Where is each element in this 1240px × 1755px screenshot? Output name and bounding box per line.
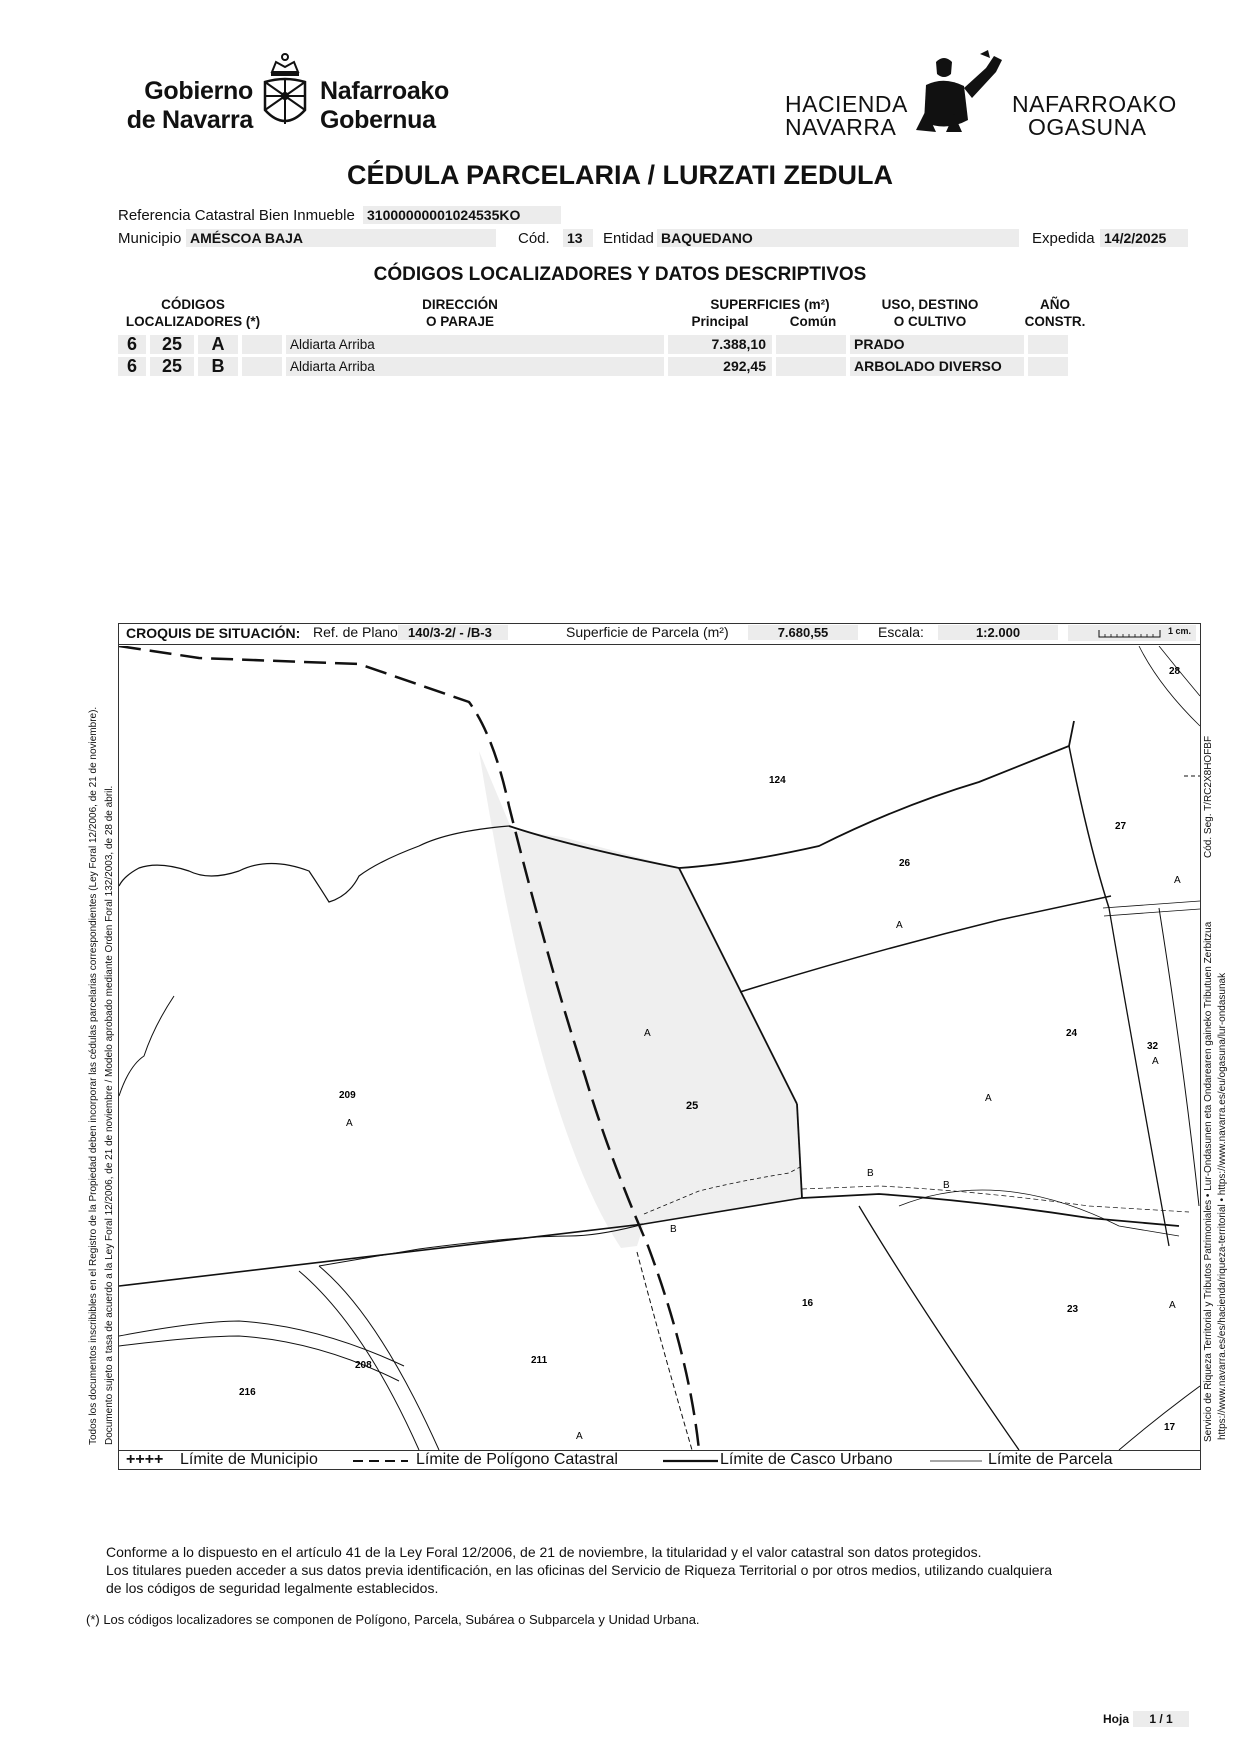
croquis-label: CROQUIS DE SITUACIÓN: [126,625,301,641]
scale-unit: 1 cm. [1168,626,1192,636]
parcel-boundary [740,896,1111,992]
row-parcela: 25 [150,335,194,354]
ogasuna-line1: NAFARROAKO [1012,91,1177,117]
hacienda-line1: HACIENDA [785,91,908,117]
parcel-boundary [299,1266,439,1450]
legend-municipio-symbol: ++++ [126,1451,164,1468]
parcel-boundary [1109,908,1169,1246]
subarea-label: B [943,1180,950,1191]
row-comun [776,357,846,376]
legend-poligono: Límite de Polígono Catastral [416,1451,618,1468]
parcel-label-27: 27 [1115,821,1127,832]
col-comun: Común [789,314,837,329]
col-direccion-1: DIRECCIÓN [422,297,498,312]
row-uso: ARBOLADO DIVERSO [850,357,1024,376]
polygon-limit-line [637,1252,692,1450]
section-subtitle: CÓDIGOS LOCALIZADORES Y DATOS DESCRIPTIVOS [373,264,867,285]
parcel-label-23: 23 [1067,1304,1079,1315]
row-direccion: Aldiarta Arriba [286,335,664,354]
parcel-label-209: 209 [339,1090,356,1101]
subarea-label: A [346,1118,353,1129]
legend-municipio: Límite de Municipio [180,1451,318,1468]
entidad-value: BAQUEDANO [657,229,1019,247]
row-ano [1028,357,1068,376]
footer-legal [106,1543,1166,1597]
document-title: CÉDULA PARCELARIA / LURZATI ZEDULA [347,160,893,190]
gov-left-line2: de Navarra [126,106,253,134]
parcel-label-26: 26 [899,858,911,869]
subarea-label: A [985,1093,992,1104]
row-ano [1028,335,1068,354]
croquis-header [118,623,1201,645]
parcel-label-208: 208 [355,1360,372,1371]
expedida-value: 14/2/2025 [1100,229,1188,247]
parcel-label-16: 16 [802,1298,814,1309]
map-legend [118,1450,1201,1470]
col-codigos-2: LOCALIZADORES (*) [125,314,261,329]
escala-label: Escala: [878,624,924,640]
parcel-boundary [119,996,174,1096]
cadastral-map [119,646,1200,1450]
security-code: Cód. Seg. T/RC2X8HOFBF [1203,735,1214,858]
parcel-25-area [479,751,802,1248]
parcel-boundary [119,1321,404,1381]
col-ano [1010,296,1100,330]
legend-casco: Límite de Casco Urbano [720,1451,893,1468]
gov-right-line1: Nafarroako [320,77,449,105]
row-principal: 292,45 [668,357,772,376]
subarea-label: A [644,1028,651,1039]
subarea-label: B [867,1168,874,1179]
row-subarea: A [198,335,238,354]
row-parcela: 25 [150,357,194,376]
hacienda-right-text [1012,93,1177,139]
col-uso-2: O CULTIVO [893,314,967,329]
scale-bar [1068,625,1196,641]
navarra-coat-of-arms-icon [260,52,310,132]
cod-label: Cód. [518,230,550,247]
col-codigos [118,296,268,330]
footer-line1: Conforme a lo dispuesto en el artículo 41 de la Ley Foral 12/2006, de 21 de noviembre, la titularidad y el valor catastral son datos protegidos. [106,1544,982,1560]
gov-right-text [320,77,449,135]
cod-value: 13 [563,229,593,247]
row-comun [776,335,846,354]
parcel-label-216: 216 [239,1387,256,1398]
side-right-text-2: Servicio de Riqueza Territorial y Tributos Patrimoniales • Lur-Ondasunen eta Ondarearen gaineko Tributuen Zerbitzua [1203,921,1214,1442]
scale-ruler-icon [1098,629,1162,639]
parcel-label-25: 25 [686,1100,699,1112]
legend-solid-line-icon [663,1459,718,1463]
parcel-boundary [1103,901,1200,916]
ref-label: Referencia Catastral Bien Inmueble [118,207,355,224]
footer-note: (*) Los códigos localizadores se componen de Polígono, Parcela, Subárea o Subparcela y Unidad Urbana. [86,1612,700,1627]
col-ano-1: AÑO [1040,297,1070,312]
hoja-value: 1 / 1 [1133,1711,1189,1727]
col-superficies: SUPERFICIES (m²) [710,297,830,312]
col-ano-2: CONSTR. [1024,314,1086,329]
col-uso-1: USO, DESTINO [881,297,979,312]
subarea-label: A [576,1431,583,1442]
parcel-boundary [899,1190,1179,1236]
hacienda-line2: NAVARRA [785,114,897,140]
footer-line2: Los titulares pueden acceder a sus datos previa identificación, en las oficinas del Servicio de Riqueza Territorial o por otros medios, utilizando cualquiera [106,1562,1053,1578]
col-uso [855,296,1005,330]
parcel-label-24: 24 [1066,1028,1078,1039]
subarea-label: A [1169,1300,1176,1311]
row-poligono: 6 [118,335,146,354]
entidad-label: Entidad [603,230,654,247]
gov-left-line1: Gobierno [144,77,253,105]
parcel-boundary [1139,646,1200,726]
row-unidad [242,335,282,354]
parcel-boundary [802,1194,1179,1226]
parcel-boundary [1069,746,1109,908]
superficie-parcela-label: Superficie de Parcela (m²) [566,624,729,640]
escala-value: 1:2.000 [938,625,1058,640]
municipio-value: AMÉSCOA BAJA [186,229,496,247]
legend-dashed-line-icon [353,1459,408,1463]
parcel-label-211: 211 [531,1355,548,1366]
parcel-label-124: 124 [769,775,786,786]
subarea-label: B [670,1224,677,1235]
parcel-label-28: 28 [1169,666,1181,677]
superficie-parcela-value: 7.680,55 [748,625,858,640]
col-direccion-2: O PARAJE [425,314,494,329]
side-right-text-3: https://www.navarra.es/es/hacienda/riqueza-territorial • https://www.navarra.es/eu/ogasuna/lur-ondasunak [1217,972,1228,1440]
col-direccion [380,296,540,330]
row-subarea: B [198,357,238,376]
parcel-label-17: 17 [1164,1422,1176,1433]
legend-parcela: Límite de Parcela [988,1451,1113,1468]
hoja-label: Hoja [1103,1712,1130,1726]
parcel-boundary [1159,908,1199,1206]
municipio-label: Municipio [118,230,182,247]
row-poligono: 6 [118,357,146,376]
parcel-boundary [119,826,509,902]
col-codigos-1: CÓDIGOS [161,297,225,312]
row-unidad [242,357,282,376]
hacienda-figure-icon [906,50,1006,135]
row-uso: PRADO [850,335,1024,354]
parcel-boundary [1119,1386,1200,1450]
side-left-text-2: Documento sujeto a tasa de acuerdo a la Ley Foral 12/2006, de 21 de noviembre / Modelo aprobado mediante Orden Foral 132/2003, de 28 de abril. [104,785,115,1445]
hacienda-left-text [785,93,908,139]
ref-plano-label: Ref. de Plano [313,624,398,640]
parcel-label-32: 32 [1147,1041,1159,1052]
expedida-label: Expedida [1032,230,1095,247]
side-left-text-1: Todos los documentos inscribibles en el Registro de la Propiedad deben incorporar las cédulas parcelarias correspondientes (Ley Foral 12/2006, de 21 de noviembre). [88,706,99,1445]
gov-left-text [126,77,253,135]
subarea-label: A [896,920,903,931]
row-direccion: Aldiarta Arriba [286,357,664,376]
legend-thin-line-icon [930,1459,982,1463]
subarea-label: A [1152,1056,1159,1067]
ogasuna-line2: OGASUNA [1028,114,1147,140]
footer-line3: de los códigos de seguridad legalmente establecidos. [106,1580,439,1596]
col-principal: Principal [691,314,749,329]
ref-value: 31000000001024535KO [363,206,561,224]
parcel-boundary [859,1206,1019,1450]
subarea-label: A [1174,875,1181,886]
ref-plano-value: 140/3-2/ - /B-3 [398,625,508,640]
gov-right-line2: Gobernua [320,106,436,134]
row-principal: 7.388,10 [668,335,772,354]
